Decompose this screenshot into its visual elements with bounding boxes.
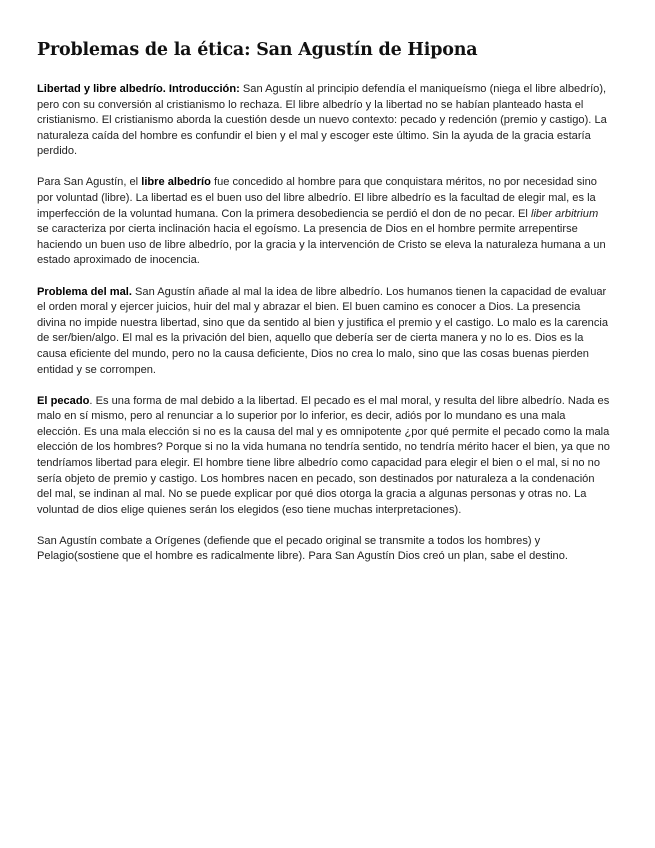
paragraph-problema-del-mal [37,285,611,379]
paragraph-bold-term: libre albedrío [141,176,211,189]
paragraph-text: fue concedido al hombre para que conquistara méritos, no por necesidad sino por voluntad (libre). La libertad es el buen uso del libre albedrío. El libre albedrío es la facultad de elegir mal, es la imperfección de la voluntad humana. Con la primera desobediencia se perdió el don de no pecar. El [37,176,597,220]
paragraph-text: Para San Agustín, el [37,176,142,189]
paragraph-lead: Problema del mal. [37,285,132,298]
paragraph-lead: El pecado [37,394,90,407]
paragraph-italic-term: liber arbitrium [530,207,599,220]
paragraph-text: San Agustín añade al mal la idea de libre albedrío. Los humanos tienen la capacidad de evaluar el orden moral y ejercer juicios, huir del mal y abrazar el bien. El buen camino es conocer a Dios. La presencia divina no impide nuestra libertad, sino que da sentido al bien y justifica el premio y el castigo. Lo malo es la carencia de ser/bien/algo. El mal es la privación del bien, aquello que debería ser de cierta manera y no lo es. Dios es la causa eficiente del mundo, pero no la causa deficiente, Dios no crea lo malo, sino que las cosas buenas pierden entidad y se corrompen. [37,285,609,376]
paragraph-text: . Es una forma de mal debido a la libertad. El pecado es el mal moral, y resulta del libre albedrío. Nada es malo en sí mismo, pero al renunciar a lo superior por lo inferior, es decir, adiós por lo mundano es una mala elección. Es una mala elección si no es la causa del mal y es omnipotente ¿por qué permite el pecado como la mala elección de los hombres? Porque si no la vida humana no tendría sentido, no tendría mérito hacer el bien, ya que no tendríamos libertad para elegir. El hombre tiene libre albedrío como capacidad para elegir el bien o el mal, si no no sería objeto de premio y castigo. Los hombres nacen en pecado, son destinados por naturaleza a la condenación del mal, se indinan al mal. No se puede explicar por qué dios otorga la gracia a algunas personas y otras no. La voluntad de dios elige quienes serán los elegidos (eso tiene muchas interpretaciones). [37,394,610,516]
paragraph-pecado [37,394,611,519]
paragraph-lead: Libertad y libre albedrío. Introducción: [37,83,240,95]
paragraph-origenes-pelagio [37,534,611,565]
document-title: Problemas de la ética: San Agustín de Hipona [37,40,478,60]
paragraph-text: San Agustín al principio defendía el maniqueísmo (niega el libre albedrío), pero con su conversión al cristianismo lo rechaza. El libre albedrío y la libertad no se habían planteado hasta el cristianismo. El cristianismo aborda la cuestión desde un nuevo contexto: pecado y redención (premio y castigo). La naturaleza caída del hombre es confundir el bien y el mal y escoger este último. Sin la ayuda de la gracia estaría perdido. [37,83,607,158]
paragraph-libre-albedrio [37,175,611,269]
paragraph-text: San Agustín combate a Orígenes (defiende que el pecado original se transmite a todos los hombres) y Pelagio(sostiene que el hombre es radicalmente libre). Para San Agustín Dios creó un plan, sabe el destino. [37,534,568,563]
paragraph-libertad [37,82,611,160]
paragraph-text: se caracteriza por cierta inclinación hacia el egoísmo. La presencia de Dios en el hombre permite arrepentirse haciendo un buen uso de libre albedrío, por la gracia y la intervención de Cristo se eleva la naturaleza humana a un estado aproximado de inocencia. [37,223,606,267]
